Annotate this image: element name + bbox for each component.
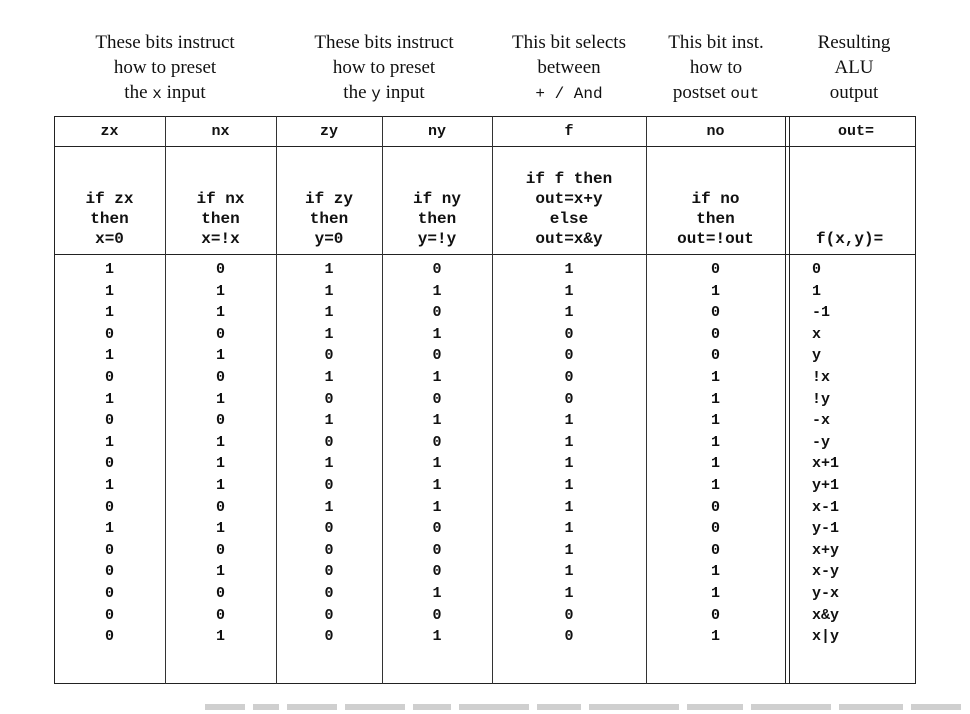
- control-bit-cell: 1: [215, 282, 225, 300]
- header-line: This bit inst.: [668, 32, 764, 53]
- output-function-cell: -y: [812, 433, 831, 451]
- control-bit-cell: 0: [104, 369, 114, 386]
- control-bit-cell: 0: [710, 498, 720, 516]
- control-bit-cell: 1: [564, 455, 574, 473]
- control-bit-cell: 0: [432, 347, 442, 365]
- header-line: how to preset: [332, 57, 436, 78]
- header-line-prefix: the: [124, 82, 153, 103]
- control-bit-cell: 0: [564, 606, 574, 624]
- control-bit-cell: 1: [215, 390, 225, 408]
- column-header-out: out=: [837, 123, 874, 140]
- description-line: out=x&y: [535, 230, 603, 248]
- control-bit-cell: 1: [564, 541, 574, 559]
- control-bit-cell: 1: [564, 433, 574, 451]
- description-line: then: [309, 210, 349, 228]
- control-bit-cell: 1: [324, 412, 334, 430]
- control-bit-cell: 1: [324, 455, 334, 473]
- description-line: out=!out: [677, 230, 754, 248]
- header-group-x: [56, 30, 274, 107]
- control-bit-cell: 1: [564, 520, 574, 538]
- control-bit-cell: 1: [215, 347, 225, 365]
- header-group-out: [792, 30, 916, 107]
- control-bit-cell: 0: [564, 390, 574, 408]
- column-header-no: no: [706, 123, 725, 140]
- column-header-ny: ny: [427, 123, 446, 140]
- output-function-cell: x-1: [812, 498, 840, 516]
- description-line: then: [417, 210, 457, 228]
- control-bit-cell: 0: [104, 412, 114, 430]
- description-line: f(x,y)=: [816, 230, 884, 248]
- header-line-mono: + / And: [535, 85, 603, 103]
- header-line-prefix: the: [343, 82, 372, 103]
- header-line: how to preset: [113, 57, 217, 78]
- control-bit-cell: 0: [324, 433, 334, 451]
- output-function-cell: y: [812, 347, 822, 365]
- control-bit-cell: 1: [710, 412, 720, 430]
- control-bit-cell: 0: [215, 541, 225, 559]
- control-bit-cell: 0: [432, 541, 442, 559]
- description-line: x=0: [95, 230, 124, 248]
- control-bit-cell: 0: [710, 261, 720, 278]
- output-function-cell: -x: [812, 412, 831, 430]
- control-bit-cell: 1: [215, 304, 225, 322]
- output-function-cell: -1: [812, 304, 831, 322]
- header-line: These bits instruct: [314, 32, 454, 53]
- control-bit-cell: 1: [432, 412, 442, 430]
- output-function-cell: x+1: [812, 455, 840, 473]
- header-line: ALU: [834, 57, 874, 78]
- control-bit-cell: 1: [215, 520, 225, 538]
- control-bit-cell: 0: [324, 563, 334, 581]
- column-header-zy: zy: [319, 123, 338, 140]
- description-zy: [276, 189, 382, 249]
- description-line: if zy: [304, 190, 353, 208]
- control-bit-cell: 0: [432, 563, 442, 581]
- control-bit-cell: 0: [564, 369, 574, 386]
- header-line: This bit selects: [512, 32, 626, 53]
- control-bit-cell: 0: [432, 390, 442, 408]
- header-line-mono: x: [152, 85, 162, 103]
- output-function-cell: y-1: [812, 520, 840, 538]
- description-line: then: [90, 210, 129, 228]
- description-line: if f then: [525, 170, 613, 188]
- control-bit-cell: 0: [432, 606, 442, 624]
- description-nx: [165, 189, 276, 249]
- control-bit-cell: 1: [324, 369, 334, 386]
- control-bit-cell: 1: [104, 433, 114, 451]
- header-line-mono: out: [730, 85, 760, 103]
- control-bit-cell: 0: [104, 606, 114, 624]
- control-bit-cell: 0: [324, 585, 334, 602]
- control-bit-cell: 0: [104, 325, 114, 343]
- control-bit-cell: 0: [324, 606, 334, 624]
- description-line: then: [201, 210, 240, 228]
- description-out: [816, 229, 883, 249]
- control-bit-cell: 1: [215, 455, 225, 473]
- control-bit-cell: 1: [432, 585, 442, 602]
- header-line-mono: y: [371, 85, 381, 103]
- control-bit-cell: 1: [710, 433, 720, 451]
- control-bit-cell: 0: [104, 585, 114, 602]
- control-bit-cell: 0: [324, 390, 334, 408]
- description-line: x=!x: [201, 230, 240, 248]
- output-function-cell: 0: [812, 261, 822, 278]
- control-bit-cell: 1: [432, 282, 442, 300]
- faded-caption-strokes: [205, 700, 965, 714]
- control-bit-cell: 0: [324, 628, 334, 646]
- header-line-prefix: output: [829, 82, 879, 103]
- output-function-cell: x+y: [812, 541, 840, 559]
- control-bit-cell: 0: [710, 541, 720, 559]
- header-line-prefix: postset: [672, 82, 731, 103]
- control-bit-cell: 1: [710, 585, 720, 602]
- description-f: [492, 169, 646, 249]
- header-line: Resulting: [817, 32, 891, 53]
- control-bit-cell: 1: [324, 325, 334, 343]
- header-line: between: [537, 57, 601, 78]
- control-bit-cell: 1: [432, 325, 442, 343]
- column-header-nx: nx: [211, 123, 230, 140]
- control-bit-cell: 1: [215, 628, 225, 646]
- control-bit-cell: 1: [432, 369, 442, 386]
- control-bit-cell: 1: [324, 261, 334, 278]
- description-line: out=x+y: [535, 190, 603, 208]
- column-header-f: f: [564, 123, 574, 140]
- control-bit-cell: 1: [564, 412, 574, 430]
- control-bit-cell: 1: [324, 282, 334, 300]
- control-bit-cell: 1: [324, 304, 334, 322]
- description-line: y=0: [314, 230, 344, 248]
- description-line: if nx: [196, 190, 245, 208]
- control-bit-cell: 1: [432, 628, 442, 646]
- control-bit-cell: 1: [710, 563, 720, 581]
- output-function-cell: y-x: [812, 585, 840, 602]
- header-group-f: [492, 30, 646, 107]
- header-line: These bits instruct: [95, 32, 235, 53]
- control-bit-cell: 0: [710, 606, 720, 624]
- header-line-suffix: input: [380, 82, 425, 103]
- description-ny: [382, 189, 492, 249]
- control-bit-cell: 0: [215, 325, 225, 343]
- control-bit-cell: 0: [710, 520, 720, 538]
- control-bit-cell: 0: [710, 325, 720, 343]
- control-bit-cell: 1: [324, 498, 334, 516]
- output-function-cell: y+1: [812, 477, 840, 494]
- description-line: else: [549, 210, 589, 228]
- output-function-cell: x&y: [812, 606, 840, 624]
- figure-caption-faded: [205, 700, 965, 714]
- control-bit-cell: 0: [104, 563, 114, 581]
- description-zx: [54, 189, 165, 249]
- description-line: if ny: [412, 190, 461, 208]
- control-bit-cell: 0: [432, 520, 442, 538]
- control-bit-cell: 1: [104, 261, 114, 278]
- control-bit-cell: 0: [432, 304, 442, 322]
- control-bit-cell: 0: [564, 325, 574, 343]
- control-bit-cell: 1: [564, 477, 574, 494]
- control-bit-cell: 0: [104, 498, 114, 516]
- control-bit-cell: 0: [104, 455, 114, 473]
- control-bit-cell: 1: [710, 390, 720, 408]
- control-bit-cell: 1: [564, 585, 574, 602]
- control-bit-cell: 1: [215, 433, 225, 451]
- control-bit-cell: 0: [215, 412, 225, 430]
- control-bit-cell: 1: [564, 498, 574, 516]
- control-bit-cell: 1: [432, 498, 442, 516]
- output-function-cell: x: [812, 325, 822, 343]
- control-bit-cell: 1: [432, 477, 442, 494]
- header-group-y: [276, 30, 492, 107]
- output-function-cell: !y: [812, 390, 831, 408]
- control-bit-cell: 0: [215, 606, 225, 624]
- control-bit-cell: 1: [104, 347, 114, 365]
- control-bit-cell: 0: [215, 498, 225, 516]
- control-bit-cell: 1: [710, 477, 720, 494]
- control-bit-cell: 1: [710, 369, 720, 386]
- header-line: how to: [689, 57, 743, 78]
- control-bit-cell: 0: [710, 347, 720, 365]
- control-bit-cell: 0: [564, 347, 574, 365]
- control-bit-cell: 1: [564, 261, 574, 278]
- control-bit-cell: 1: [710, 455, 720, 473]
- control-bit-cell: 0: [215, 369, 225, 386]
- description-line: y=!y: [417, 230, 457, 248]
- header-group-no: [646, 30, 786, 107]
- control-bit-cell: 1: [564, 282, 574, 300]
- control-bit-cell: 1: [564, 563, 574, 581]
- output-column-divider: [785, 116, 790, 684]
- control-bit-cell: 1: [104, 520, 114, 538]
- control-bit-cell: 1: [432, 455, 442, 473]
- control-bit-cell: 0: [104, 541, 114, 559]
- header-line-suffix: input: [161, 82, 206, 103]
- description-line: if zx: [85, 190, 134, 208]
- description-line: if no: [691, 190, 740, 208]
- control-bit-cell: 1: [710, 628, 720, 646]
- column-header-zx: zx: [100, 123, 119, 140]
- control-bit-cell: 0: [324, 541, 334, 559]
- control-bit-cell: 1: [104, 477, 114, 494]
- control-bit-cell: 0: [104, 628, 114, 646]
- output-function-cell: x-y: [812, 563, 840, 581]
- description-line: then: [696, 210, 735, 228]
- control-bit-cell: 0: [564, 628, 574, 646]
- output-function-cell: 1: [812, 282, 822, 300]
- control-bit-cell: 0: [324, 347, 334, 365]
- output-function-cell: !x: [812, 369, 831, 386]
- control-bit-cell: 1: [104, 304, 114, 322]
- control-bit-cell: 0: [432, 261, 442, 278]
- control-bit-cell: 0: [710, 304, 720, 322]
- control-bit-cell: 0: [324, 477, 334, 494]
- control-bit-cell: 0: [215, 585, 225, 602]
- control-bit-cell: 1: [215, 477, 225, 494]
- control-bit-cell: 0: [215, 261, 225, 278]
- description-no: [646, 189, 785, 249]
- control-bit-cell: 1: [564, 304, 574, 322]
- control-bit-cell: 1: [104, 390, 114, 408]
- output-function-cell: x|y: [812, 628, 840, 646]
- control-bit-cell: 1: [215, 563, 225, 581]
- control-bit-cell: 0: [432, 433, 442, 451]
- control-bit-cell: 0: [324, 520, 334, 538]
- control-bit-cell: 1: [104, 282, 114, 300]
- control-bit-cell: 1: [710, 282, 720, 300]
